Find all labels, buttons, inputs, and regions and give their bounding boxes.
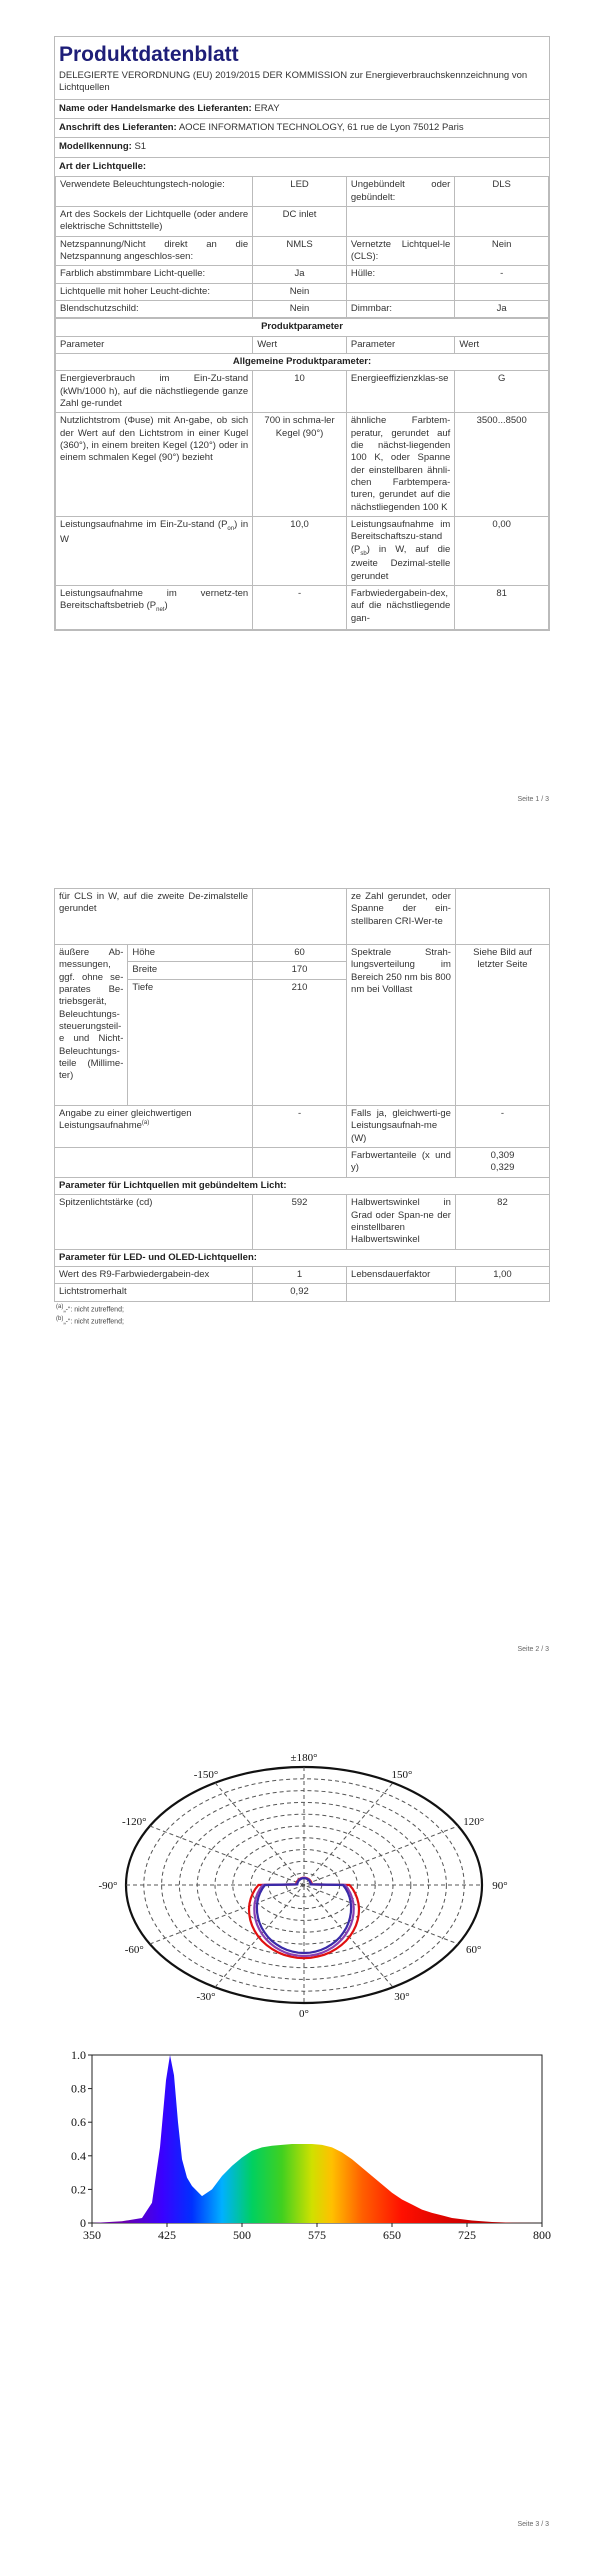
table-row — [55, 1106, 550, 1148]
light-type-label-2: Netzspannung/Nicht direkt an die Netzspannung angeschlos-sen: — [56, 236, 253, 266]
parameters-table — [55, 318, 549, 630]
table-row — [55, 1195, 550, 1249]
supplier-name-label: Name oder Handelsmarke des Lieferanten: — [59, 102, 252, 114]
cri-label: Farbwiedergabein-dex, auf die nächstliegende gan- — [346, 586, 454, 630]
param-label2-0: Energieeffizienzklas-se — [346, 371, 454, 413]
peak-intensity-label: Spitzenlichtstärke (cd) — [55, 1195, 253, 1249]
product-parameters-heading: Produktparameter — [56, 319, 549, 336]
footnote-a: $^{(a)}$„-“: nicht zutreffend; — [56, 1303, 124, 1314]
cri-value: 81 — [455, 586, 549, 630]
light-type-line — [55, 158, 549, 176]
table-row — [56, 236, 549, 266]
supplier-address-label: Anschrift des Lieferanten: — [59, 122, 177, 134]
polar-angle-label: ±180° — [290, 1752, 318, 1764]
supplier-name: ERAY — [254, 102, 280, 114]
r9-label: Wert des R9-Farbwiedergabein-dex — [55, 1267, 253, 1284]
light-type-label2-1 — [346, 206, 454, 236]
light-type-value-5: Nein — [253, 300, 347, 317]
param-value2-0: G — [455, 371, 549, 413]
polar-angle-label: 60° — [466, 1944, 482, 1956]
general-parameters-heading: Allgemeine Produktparameter: — [56, 353, 549, 370]
light-type-value-2: NMLS — [253, 236, 347, 266]
polar-angle-label: -120° — [121, 1816, 147, 1828]
light-type-label2-4 — [346, 283, 454, 300]
table-row — [56, 300, 549, 317]
dimensions-cell — [55, 945, 253, 1106]
r9-value: 1 — [253, 1267, 347, 1284]
dim-label-height: Höhe — [128, 945, 252, 962]
table-row — [56, 371, 549, 413]
equivalent-power-w-label: Falls ja, gleichwerti-ge Leistungsaufnah-me (W) — [347, 1106, 456, 1148]
equivalent-power-label: Angabe zu einer gleichwertigen Leistungsaufnahme$^{(a)}$ — [55, 1106, 253, 1148]
table-row — [56, 586, 549, 630]
equivalent-power-w-value: - — [455, 1106, 549, 1148]
supplier-address-line — [55, 119, 549, 138]
model-line — [55, 138, 549, 157]
light-type-label-0: Verwendete Beleuchtungstech-nologie: — [56, 177, 253, 207]
polar-diagram — [54, 1720, 554, 2040]
survival-factor-value: 1,00 — [455, 1267, 549, 1284]
x-tick-label: 500 — [233, 2228, 251, 2242]
light-type-value2-3: - — [455, 266, 549, 283]
light-type-label2-3: Hülle: — [346, 266, 454, 283]
page-number: Seite 3 / 3 — [517, 2521, 549, 2528]
page-number: Seite 1 / 3 — [517, 796, 549, 803]
light-type-label-3: Farblich abstimmbare Licht-quelle: — [56, 266, 253, 283]
param-label-1: Nutzlichtstrom (Φuse) mit An-gabe, ob sich der Wert auf den Lichtstrom in einer Kugel (360°), in einem breiten Kegel (120°) oder in einem schmalen Kegel (90°) bezieht — [56, 413, 253, 517]
param-label2-1: ähnliche Farbtem-peratur, gerundet auf die nächst-liegenden 100 K, oder Spanne der einstellbaren ähnli-chen Farbtempera-turen, gerundet auf die nächstliegenden 100 K — [346, 413, 454, 517]
table-row — [56, 206, 549, 236]
light-type-label2-5: Dimmbar: — [346, 300, 454, 317]
table-row — [55, 945, 550, 1106]
light-type-label2-0: Ungebündelt oder gebündelt: — [346, 177, 454, 207]
table-row — [56, 266, 549, 283]
y-tick-label: 1.0 — [71, 2048, 86, 2062]
light-type-value-1: DC inlet — [253, 206, 347, 236]
page-title: Produktdatenblatt — [59, 43, 239, 66]
page-1 — [0, 0, 603, 815]
supplier-name-line — [55, 100, 549, 119]
x-tick-label: 425 — [158, 2228, 176, 2242]
dim-depth-value: 210 — [291, 981, 308, 993]
chromaticity-value — [455, 1148, 549, 1178]
equivalent-power-value: - — [253, 1106, 347, 1148]
x-tick-label: 650 — [383, 2228, 401, 2242]
survival-factor-label: Lebensdauerfaktor — [347, 1267, 456, 1284]
param-value-1: 700 in schma-ler Kegel (90°) — [253, 413, 347, 517]
y-tick-label: 0.4 — [71, 2148, 86, 2163]
header-parameter-2: Parameter — [346, 336, 454, 353]
lumen-maintenance-value: 0,92 — [253, 1284, 347, 1301]
peak-intensity-value: 592 — [253, 1195, 347, 1249]
spectral-distribution-value: Siehe Bild auf letzter Seite — [455, 945, 549, 1106]
light-type-label-1: Art des Sockels der Lichtquelle (oder andere elektrische Schnittstelle) — [56, 206, 253, 236]
table-row — [55, 1267, 550, 1284]
table-row — [56, 517, 549, 586]
page-2 — [0, 870, 603, 1685]
dim-label-width: Breite — [128, 962, 252, 979]
dim-width-value: 170 — [253, 962, 346, 979]
page-3 — [0, 1720, 603, 2560]
directional-parameters-heading: Parameter für Lichtquellen mit gebündeltem Licht: — [55, 1178, 550, 1195]
beam-angle-label: Halbwertswinkel in Grad oder Span-ne der einstellbaren Halbwertswinkel — [347, 1195, 456, 1249]
param-value2-1: 3500...8500 — [455, 413, 549, 517]
light-type-value2-5: Ja — [455, 300, 549, 317]
light-type-value2-0: DLS — [455, 177, 549, 207]
polar-angle-label: 150° — [391, 1769, 413, 1782]
model-id: S1 — [134, 141, 147, 153]
on-mode-power-value: 10,0 — [253, 517, 347, 586]
dim-height-value: 60 — [253, 945, 346, 962]
table-row — [55, 889, 550, 945]
light-type-label2-2: Vernetzte Lichtquel-le (CLS): — [346, 236, 454, 266]
networked-standby-label-cont: für CLS in W, auf die zweite De-zimalstelle gerundet — [55, 889, 253, 945]
light-type-value-4: Nein — [253, 283, 347, 300]
light-type-label-4: Lichtquelle mit hoher Leucht-dichte: — [56, 283, 253, 300]
chromaticity-x: 0,309 — [490, 1150, 515, 1162]
lumen-maintenance-label: Lichtstromerhalt — [55, 1284, 253, 1301]
model-label: Modellkennung: — [59, 141, 132, 153]
standby-power-value: 0,00 — [455, 517, 549, 586]
led-parameters-heading: Parameter für LED- und OLED-Lichtquellen: — [55, 1249, 550, 1266]
page-number: Seite 2 / 3 — [517, 1646, 549, 1653]
table-row — [55, 1284, 550, 1301]
beam-angle-value: 82 — [455, 1195, 549, 1249]
datasheet-page-1 — [54, 36, 550, 631]
standby-power-label: Leistungsaufnahme im Bereitschaftszu-stand $(P_{sb})$ in W, auf die zweite Dezimal-stelle gerundet — [346, 517, 454, 586]
param-label-0: Energieverbrauch im Ein-Zu-stand (kWh/1000 h), auf die nächstliegende ganze Zahl ge-rundet — [56, 371, 253, 413]
y-tick-label: 0.6 — [71, 2115, 86, 2130]
x-tick-label: 725 — [458, 2228, 476, 2242]
light-type-table — [55, 176, 549, 318]
table-row — [55, 1148, 550, 1178]
light-type-value2-1 — [455, 206, 549, 236]
y-tick-label: 0.2 — [71, 2182, 86, 2197]
param-value-0: 10 — [253, 371, 347, 413]
footnote-b: $^{(b)}$„-“: nicht zutreffend; — [56, 1316, 124, 1326]
light-type-label-5: Blendschutzschild: — [56, 300, 253, 317]
supplier-address: AOCE INFORMATION TECHNOLOGY, 61 rue de Lyon 75012 Paris — [178, 122, 464, 134]
header-value-1: Wert — [253, 336, 347, 353]
cri-label-cont: ze Zahl gerundet, oder Spanne der ein-stellbaren CRI-Wer-te — [347, 889, 456, 945]
dimensions-label: äußere Ab-messungen, ggf. ohne se-parates Be-triebsgerät, Beleuchtungs-steuerungsteil-e und Nicht-Beleuchtungs-teile (Millime-ter) — [55, 945, 128, 1105]
light-type-label: Art der Lichtquelle: — [59, 160, 147, 172]
light-type-value-0: LED — [253, 177, 347, 207]
polar-angle-label: -60° — [124, 1944, 144, 1956]
polar-angle-label: 120° — [463, 1816, 485, 1828]
light-type-value2-4 — [455, 283, 549, 300]
polar-angle-label: 0° — [299, 2008, 309, 2020]
networked-standby-label: Leistungsaufnahme im vernetz-ten Bereitschaftsbetrieb $(P_{net})$ — [56, 586, 253, 630]
networked-standby-value: - — [253, 586, 347, 630]
datasheet-page-2 — [54, 888, 550, 1329]
y-tick-label: 0 — [80, 2216, 86, 2230]
header-parameter-1: Parameter — [56, 336, 253, 353]
x-tick-label: 575 — [308, 2228, 326, 2242]
y-tick-label: 0.8 — [71, 2081, 86, 2096]
x-tick-label: 350 — [83, 2228, 101, 2242]
polar-angle-label: -90° — [98, 1880, 118, 1892]
polar-angle-label: -150° — [193, 1769, 219, 1782]
header-value-2: Wert — [455, 336, 549, 353]
table-row — [56, 177, 549, 207]
table-row — [56, 283, 549, 300]
dimensions-values — [253, 945, 347, 1106]
light-type-value2-2: Nein — [455, 236, 549, 266]
dim-label-depth: Tiefe — [132, 981, 154, 993]
regulation-intro: DELEGIERTE VERORDNUNG (EU) 2019/2015 DER KOMMISSION zur Energieverbrauchskennzeichnung von Lichtquellen — [55, 70, 549, 100]
polar-angle-label: -30° — [196, 1990, 216, 2003]
polar-angle-label: 90° — [492, 1880, 508, 1892]
chromaticity-y: 0,329 — [490, 1162, 515, 1174]
polar-angle-label: 30° — [394, 1990, 410, 2003]
parameters-table-continued — [54, 888, 550, 1302]
chromaticity-label: Farbwertanteile (x und y) — [347, 1148, 456, 1178]
on-mode-power-label: Leistungsaufnahme im Ein-Zu-stand $(P_{on})$ in W — [56, 517, 253, 586]
light-type-value-3: Ja — [253, 266, 347, 283]
spectrum-chart — [54, 2045, 554, 2245]
spectral-distribution-label: Spektrale Strah-lungsverteilung im Bereich 250 nm bis 800 nm bei Volllast — [347, 945, 456, 1106]
x-tick-label: 800 — [533, 2228, 551, 2242]
table-row — [56, 413, 549, 517]
